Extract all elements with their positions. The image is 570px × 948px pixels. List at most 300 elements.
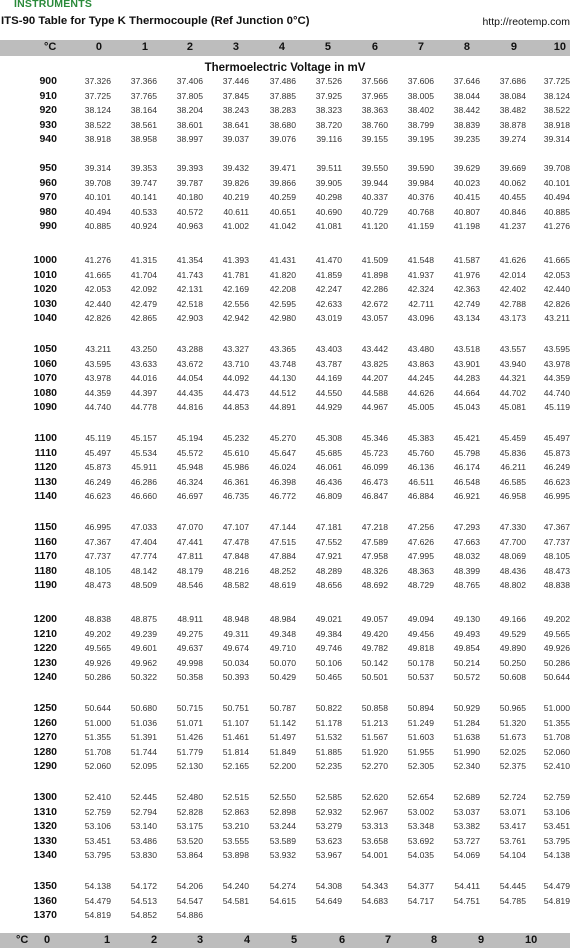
voltage-cell: 46.995: [84, 522, 111, 532]
voltage-cell: 38.402: [407, 105, 434, 115]
voltage-cell: 49.202: [543, 614, 570, 624]
table-row: [0, 909, 570, 921]
voltage-cell: 39.471: [269, 163, 296, 173]
voltage-cell: 42.053: [84, 284, 111, 294]
table-row: [0, 432, 570, 444]
voltage-cell: 52.305: [407, 761, 434, 771]
voltage-cell: 41.704: [130, 269, 157, 280]
voltage-cell: 49.057: [361, 614, 388, 624]
voltage-cell: 40.963: [176, 221, 203, 231]
voltage-cell: 37.805: [176, 90, 203, 101]
voltage-cell: 45.836: [499, 447, 526, 458]
voltage-cell: 39.550: [361, 163, 388, 173]
voltage-cell: 50.286: [543, 657, 570, 668]
voltage-cell: 51.000: [84, 717, 111, 728]
voltage-cell: 39.708: [84, 177, 111, 188]
voltage-cell: 43.557: [499, 344, 526, 354]
voltage-cell: 48.546: [176, 580, 203, 590]
voltage-cell: 54.479: [84, 895, 111, 906]
voltage-cell: 45.497: [84, 447, 111, 458]
voltage-cell: 47.404: [130, 536, 157, 547]
voltage-cell: 38.124: [84, 105, 111, 115]
voltage-cell: 53.589: [269, 835, 296, 846]
table-row: [0, 820, 570, 832]
voltage-cell: 47.811: [177, 551, 203, 561]
row-temperature-label: 1340: [33, 849, 57, 861]
voltage-cell: 46.921: [453, 491, 480, 501]
voltage-cell: 54.308: [315, 881, 342, 891]
voltage-cell: 52.095: [130, 761, 157, 771]
voltage-cell: 51.708: [543, 732, 570, 742]
row-temperature-label: 1110: [34, 446, 57, 459]
voltage-cell: 52.585: [315, 792, 342, 802]
voltage-cell: 42.440: [84, 298, 111, 309]
voltage-cell: 53.623: [315, 835, 342, 846]
row-temperature-label: 920: [39, 104, 57, 116]
row-temperature-label: 1130: [34, 475, 57, 488]
voltage-cell: 41.665: [543, 255, 570, 265]
voltage-cell: 54.547: [176, 895, 203, 906]
table-row: [0, 75, 570, 87]
voltage-cell: 52.410: [543, 761, 570, 771]
voltage-cell: 45.346: [361, 433, 388, 443]
voltage-cell: 39.432: [222, 163, 249, 173]
voltage-cell: 48.473: [84, 580, 111, 590]
voltage-cell: 51.849: [269, 746, 296, 757]
row-temperature-label: 1180: [34, 564, 57, 577]
voltage-cell: 48.838: [543, 580, 570, 590]
voltage-cell: 38.799: [407, 119, 434, 130]
voltage-cell: 41.976: [453, 269, 480, 280]
voltage-cell: 54.035: [407, 850, 434, 860]
row-temperature-label: 960: [39, 176, 57, 189]
voltage-cell: 50.214: [453, 657, 480, 668]
voltage-cell: 39.747: [130, 177, 157, 188]
row-temperature-label: 1270: [33, 731, 57, 743]
voltage-cell: 39.905: [315, 177, 342, 188]
voltage-cell: 50.715: [176, 703, 203, 713]
voltage-cell: 43.327: [222, 344, 249, 354]
voltage-cell: 45.911: [131, 462, 157, 472]
voltage-cell: 50.644: [543, 672, 570, 682]
voltage-cell: 51.497: [269, 732, 296, 742]
voltage-cell: 53.692: [407, 835, 434, 846]
voltage-cell: 47.330: [499, 522, 526, 532]
table-row: [0, 476, 570, 488]
voltage-cell: 54.274: [269, 881, 296, 891]
voltage-cell: 45.308: [315, 433, 342, 443]
voltage-cell: 50.429: [269, 672, 296, 682]
row-temperature-label: 1370: [33, 909, 57, 921]
voltage-cell: 49.166: [499, 614, 526, 624]
table-row: [0, 220, 570, 232]
voltage-cell: 45.497: [543, 433, 570, 443]
voltage-cell: 54.206: [176, 881, 203, 891]
voltage-cell: 51.814: [222, 746, 249, 757]
voltage-cell: 54.069: [453, 850, 480, 860]
voltage-cell: 44.054: [176, 373, 203, 383]
row-temperature-label: 1250: [33, 702, 57, 714]
voltage-cell: 40.611: [223, 206, 249, 217]
voltage-cell: 48.802: [499, 580, 526, 590]
source-url[interactable]: http://reotemp.com: [482, 16, 570, 28]
voltage-cell: 39.353: [130, 163, 157, 173]
voltage-cell: 47.218: [361, 522, 388, 532]
voltage-cell: 46.136: [407, 462, 434, 472]
voltage-cell: 51.461: [222, 732, 249, 742]
voltage-cell: 44.740: [543, 387, 570, 398]
voltage-cell: 52.932: [315, 806, 342, 817]
table-row: [0, 254, 570, 266]
voltage-cell: 48.911: [177, 614, 203, 624]
voltage-cell: 37.446: [222, 76, 249, 86]
table-row: [0, 133, 570, 145]
voltage-cell: 48.436: [499, 565, 526, 576]
voltage-cell: 47.478: [222, 536, 249, 547]
footer-col-8: 8: [431, 934, 438, 946]
voltage-cell: 41.665: [84, 269, 111, 280]
voltage-cell: 42.788: [499, 298, 526, 309]
voltage-cell: 47.626: [407, 536, 434, 547]
header-col-4: 4: [278, 41, 285, 53]
voltage-cell: 53.106: [84, 821, 111, 831]
voltage-cell: 51.355: [543, 717, 570, 728]
voltage-cell: 43.480: [407, 344, 434, 354]
voltage-cell: 41.937: [407, 269, 434, 280]
voltage-cell: 40.885: [543, 206, 570, 217]
voltage-cell: 52.967: [361, 806, 388, 817]
voltage-cell: 37.646: [453, 76, 480, 86]
voltage-cell: 46.061: [315, 462, 342, 472]
voltage-cell: 48.252: [269, 565, 296, 576]
voltage-cell: 50.894: [407, 703, 434, 713]
table-row: [0, 702, 570, 714]
row-temperature-label: 980: [39, 205, 57, 218]
row-temperature-label: 1200: [33, 613, 57, 625]
voltage-cell: 43.403: [315, 344, 342, 354]
voltage-cell: 45.873: [543, 447, 570, 458]
voltage-cell: 50.965: [499, 703, 526, 713]
voltage-cell: 47.367: [543, 522, 570, 532]
voltage-cell: 41.237: [499, 221, 526, 231]
voltage-cell: 40.768: [407, 206, 434, 217]
voltage-cell: 48.765: [453, 580, 480, 590]
voltage-cell: 39.944: [361, 177, 388, 188]
voltage-cell: 52.759: [543, 792, 570, 802]
voltage-cell: 49.493: [453, 628, 480, 639]
row-temperature-label: 1010: [33, 268, 57, 281]
voltage-cell: 42.169: [222, 284, 249, 294]
row-temperature-label: 1220: [33, 642, 57, 654]
voltage-cell: 50.751: [222, 703, 249, 713]
voltage-cell: 49.384: [315, 628, 342, 639]
voltage-cell: 52.375: [499, 761, 526, 771]
voltage-cell: 38.839: [453, 119, 480, 130]
voltage-cell: 51.920: [361, 746, 388, 757]
voltage-cell: 49.674: [222, 643, 249, 653]
row-temperature-label: 1000: [33, 254, 57, 266]
voltage-cell: 47.737: [543, 536, 570, 547]
voltage-cell: 51.567: [361, 732, 388, 742]
voltage-cell: 53.830: [130, 850, 157, 860]
voltage-cell: 46.249: [543, 462, 570, 472]
voltage-cell: 52.724: [499, 792, 526, 802]
header-col-1: 1: [141, 41, 148, 53]
voltage-cell: 43.978: [543, 358, 570, 369]
voltage-cell: 53.279: [315, 821, 342, 831]
voltage-cell: 51.320: [499, 717, 526, 728]
voltage-cell: 52.828: [176, 806, 203, 817]
table-row: [0, 671, 570, 683]
column-header-bar: [0, 40, 570, 56]
voltage-cell: 40.690: [315, 206, 342, 217]
table-row: [0, 657, 570, 669]
voltage-cell: 40.141: [130, 192, 157, 202]
voltage-cell: 37.486: [269, 76, 296, 86]
voltage-cell: 40.729: [361, 206, 388, 217]
voltage-cell: 50.822: [315, 703, 342, 713]
voltage-cell: 38.283: [269, 105, 296, 115]
voltage-cell: 47.921: [315, 551, 342, 561]
voltage-cell: 44.092: [222, 373, 249, 383]
voltage-cell: 53.761: [499, 835, 526, 846]
voltage-cell: 41.159: [407, 221, 434, 231]
voltage-cell: 43.787: [315, 358, 342, 369]
voltage-cell: 52.863: [222, 806, 249, 817]
voltage-cell: 44.169: [315, 373, 342, 383]
voltage-cell: 45.043: [453, 402, 480, 412]
voltage-cell: 40.494: [84, 206, 111, 217]
voltage-cell: 51.178: [315, 717, 342, 728]
voltage-cell: 40.023: [453, 177, 480, 188]
voltage-cell: 41.743: [176, 269, 203, 280]
voltage-cell: 39.314: [543, 134, 570, 144]
voltage-cell: 40.219: [222, 192, 249, 202]
voltage-cell: 41.626: [499, 255, 526, 265]
voltage-cell: 48.289: [315, 565, 342, 576]
row-temperature-label: 1140: [34, 490, 57, 502]
voltage-cell: 49.601: [130, 643, 157, 653]
voltage-cell: 42.826: [84, 313, 111, 323]
voltage-cell: 54.785: [499, 895, 526, 906]
voltage-cell: 51.744: [130, 746, 157, 757]
table-row: [0, 536, 570, 548]
voltage-cell: 39.511: [316, 163, 342, 173]
voltage-cell: 46.286: [130, 476, 157, 487]
voltage-cell: 49.818: [407, 643, 434, 653]
row-temperature-label: 1030: [33, 297, 57, 310]
voltage-cell: 51.990: [453, 746, 480, 757]
voltage-cell: 43.288: [176, 344, 203, 354]
voltage-cell: 39.116: [316, 134, 342, 144]
header-col-6: 6: [371, 41, 378, 53]
voltage-cell: 46.174: [453, 462, 480, 472]
voltage-cell: 50.608: [499, 672, 526, 682]
voltage-cell: 47.367: [84, 536, 111, 547]
voltage-cell: 38.641: [222, 119, 249, 130]
table-row: [0, 191, 570, 203]
voltage-cell: 49.456: [407, 628, 434, 639]
voltage-cell: 51.638: [453, 732, 480, 742]
voltage-cell: 48.326: [361, 565, 388, 576]
voltage-cell: 41.081: [315, 221, 342, 231]
table-row: [0, 521, 570, 533]
table-row: [0, 806, 570, 818]
voltage-cell: 38.005: [407, 90, 434, 101]
voltage-cell: 52.340: [453, 761, 480, 771]
voltage-cell: 50.250: [499, 657, 526, 668]
voltage-cell: 45.798: [453, 447, 480, 458]
voltage-cell: 44.626: [407, 387, 434, 398]
voltage-cell: 51.603: [407, 732, 434, 742]
voltage-cell: 39.984: [407, 177, 434, 188]
voltage-cell: 48.692: [361, 580, 388, 590]
voltage-cell: 50.787: [269, 703, 296, 713]
voltage-cell: 42.518: [176, 298, 203, 309]
row-temperature-label: 990: [39, 220, 57, 232]
footer-col-6: 6: [339, 934, 346, 946]
voltage-cell: 47.441: [176, 536, 203, 547]
voltage-cell: 38.124: [543, 90, 570, 101]
row-temperature-label: 1080: [33, 386, 57, 399]
voltage-cell: 54.240: [222, 881, 249, 891]
voltage-cell: 37.606: [407, 76, 434, 86]
voltage-cell: 53.658: [361, 835, 388, 846]
footer-col-3: 3: [197, 934, 204, 946]
voltage-cell: 54.683: [361, 895, 388, 906]
voltage-cell: 41.431: [269, 255, 296, 265]
voltage-cell: 41.781: [222, 269, 249, 280]
voltage-cell: 44.016: [130, 373, 157, 383]
voltage-cell: 45.119: [544, 402, 570, 412]
footer-col-7: 7: [385, 934, 392, 946]
voltage-cell: 47.995: [407, 551, 434, 561]
voltage-cell: 39.393: [176, 163, 203, 173]
voltage-cell: 48.032: [453, 551, 480, 561]
voltage-cell: 38.720: [315, 119, 342, 130]
column-footer-bar: [0, 933, 570, 948]
voltage-cell: 53.348: [407, 821, 434, 831]
voltage-cell: 49.926: [84, 657, 111, 668]
voltage-cell: 43.019: [315, 313, 342, 323]
voltage-cell: 48.838: [84, 614, 111, 624]
voltage-cell: 54.649: [315, 895, 342, 906]
voltage-cell: 44.397: [130, 387, 157, 398]
table-row: [0, 401, 570, 413]
voltage-cell: 44.435: [176, 387, 203, 398]
voltage-cell: 49.094: [407, 614, 434, 624]
voltage-cell: 40.101: [84, 192, 111, 202]
voltage-cell: 49.746: [315, 643, 342, 653]
voltage-cell: 47.181: [315, 522, 342, 532]
voltage-cell: 41.198: [453, 221, 480, 231]
voltage-cell: 49.529: [499, 628, 526, 639]
table-row: [0, 880, 570, 892]
voltage-cell: 45.873: [84, 462, 111, 472]
voltage-cell: 50.070: [269, 657, 296, 668]
voltage-cell: 42.672: [361, 298, 388, 309]
row-temperature-label: 1120: [34, 461, 57, 473]
table-row: [0, 283, 570, 295]
voltage-cell: 38.363: [361, 105, 388, 115]
voltage-cell: 51.107: [222, 717, 249, 728]
voltage-cell: 43.595: [543, 344, 570, 354]
voltage-cell: 41.820: [269, 269, 296, 280]
voltage-cell: 45.232: [222, 433, 249, 443]
voltage-cell: 45.760: [407, 447, 434, 458]
voltage-cell: 41.276: [543, 221, 570, 231]
voltage-cell: 45.157: [130, 433, 157, 443]
voltage-cell: 46.772: [269, 491, 296, 501]
voltage-cell: 44.550: [315, 387, 342, 398]
voltage-cell: 54.852: [130, 910, 157, 920]
voltage-cell: 52.060: [543, 746, 570, 757]
voltage-cell: 40.651: [269, 206, 296, 217]
voltage-cell: 37.686: [499, 76, 526, 86]
table-row: [0, 760, 570, 772]
voltage-cell: 42.711: [408, 298, 434, 309]
voltage-cell: 54.001: [361, 850, 388, 860]
table-row: [0, 731, 570, 743]
row-temperature-label: 1360: [33, 894, 57, 907]
voltage-cell: 54.445: [499, 881, 526, 891]
voltage-cell: 45.119: [85, 433, 111, 443]
voltage-cell: 38.997: [176, 134, 203, 144]
voltage-cell: 42.826: [543, 298, 570, 309]
voltage-cell: 47.884: [269, 551, 296, 561]
row-temperature-label: 1100: [34, 432, 57, 444]
voltage-cell: 40.455: [499, 192, 526, 202]
voltage-cell: 53.932: [269, 850, 296, 860]
voltage-cell: 48.948: [222, 614, 249, 624]
voltage-cell: 49.311: [223, 628, 249, 639]
voltage-cell: 40.807: [453, 206, 480, 217]
voltage-cell: 40.924: [130, 221, 157, 231]
voltage-cell: 46.660: [130, 491, 157, 501]
voltage-cell: 53.727: [453, 835, 480, 846]
footer-col-9: 9: [478, 934, 485, 946]
table-row: [0, 177, 570, 189]
voltage-cell: 37.326: [84, 76, 111, 86]
voltage-cell: 40.846: [499, 206, 526, 217]
voltage-cell: 53.795: [543, 835, 570, 846]
voltage-cell: 44.664: [453, 387, 480, 398]
table-row: [0, 358, 570, 370]
voltage-cell: 49.854: [453, 643, 480, 653]
voltage-cell: 48.069: [499, 551, 526, 561]
voltage-cell: 49.998: [176, 657, 203, 668]
voltage-cell: 52.130: [176, 761, 203, 771]
voltage-cell: 45.723: [361, 447, 388, 458]
voltage-cell: 50.178: [407, 657, 434, 668]
voltage-cell: 49.202: [84, 628, 111, 639]
voltage-cell: 38.918: [543, 119, 570, 130]
voltage-cell: 46.548: [453, 476, 480, 487]
voltage-cell: 46.473: [361, 476, 388, 487]
footer-col-2: 2: [151, 934, 158, 946]
voltage-cell: 53.967: [315, 850, 342, 860]
voltage-cell: 47.107: [222, 522, 249, 532]
voltage-cell: 49.239: [130, 628, 157, 639]
voltage-cell: 49.565: [84, 643, 111, 653]
voltage-cell: 45.081: [499, 402, 526, 412]
voltage-cell: 47.663: [453, 536, 480, 547]
voltage-cell: 44.853: [222, 402, 249, 412]
row-temperature-label: 950: [39, 162, 57, 174]
table-row: [0, 447, 570, 459]
voltage-cell: 49.565: [543, 628, 570, 639]
voltage-cell: 45.270: [269, 433, 296, 443]
